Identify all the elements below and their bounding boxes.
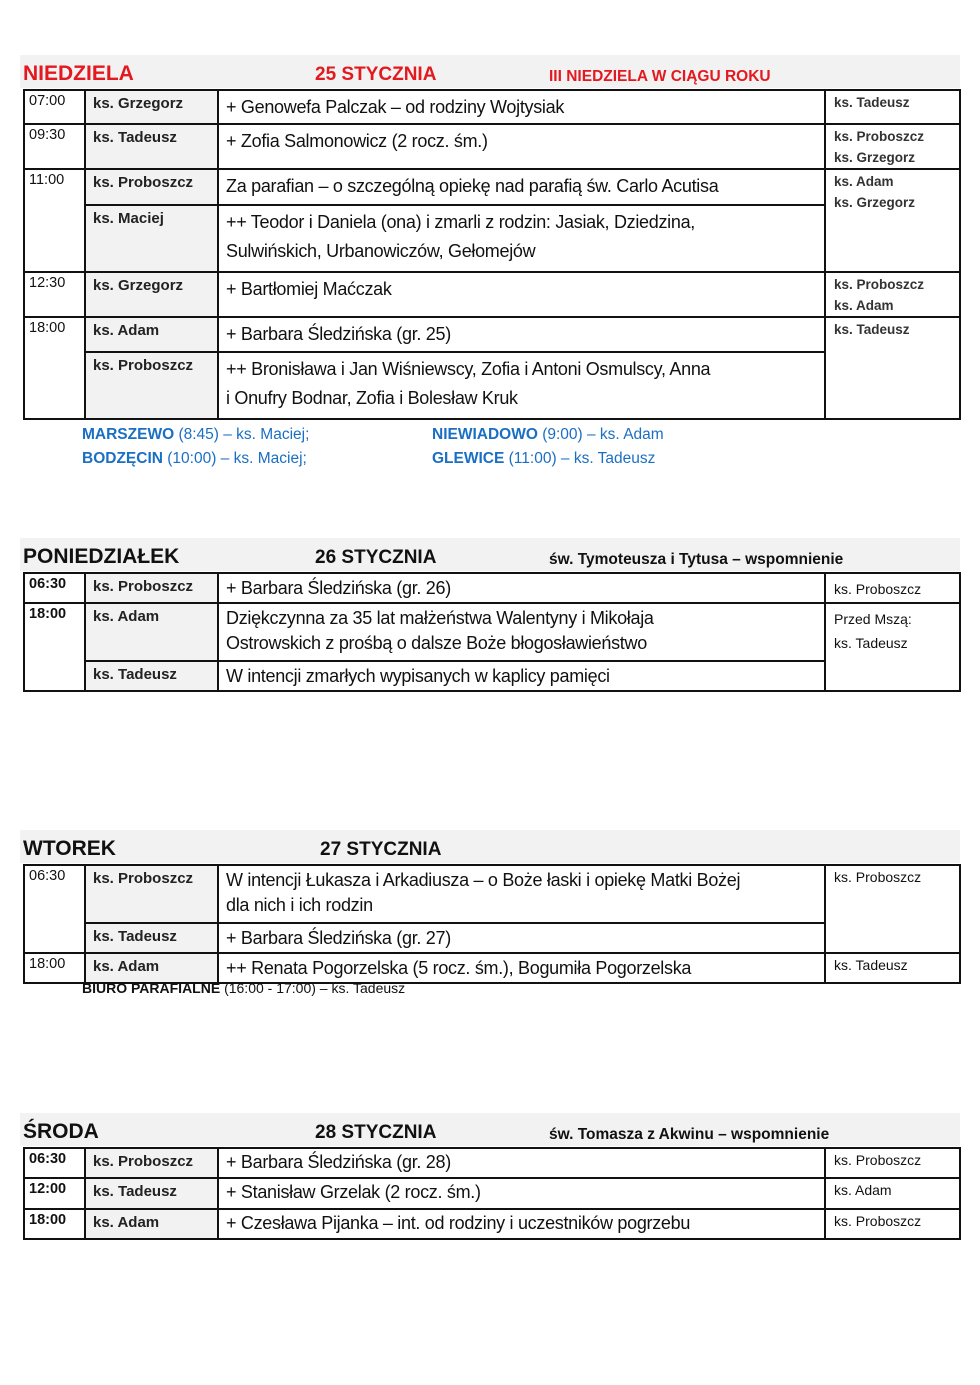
mass-intention — [218, 1178, 825, 1209]
mass-row — [24, 865, 960, 923]
day-header — [20, 538, 960, 571]
mass-intention — [218, 352, 825, 419]
intention-line: + Barbara Śledzińska (gr. 27) — [226, 928, 451, 948]
mass-row — [24, 603, 960, 661]
chapel-mass-note — [82, 450, 307, 468]
day-name: ŚRODA — [23, 1120, 99, 1143]
office-hours: (16:00 - 17:00) – ks. Tadeusz — [220, 980, 406, 996]
celebrant-priest: ks. Proboszcz — [85, 1148, 218, 1178]
mass-time: 06:30 — [24, 865, 85, 953]
confessor-priests — [825, 603, 960, 691]
confessor-priests — [825, 953, 960, 983]
celebrant-priest: ks. Proboszcz — [85, 573, 218, 603]
celebrant-priest: ks. Grzegorz — [85, 90, 218, 124]
confessor-name: ks. Adam — [834, 1182, 892, 1198]
chapel-name: NIEWIADOWO — [432, 426, 538, 443]
mass-intention — [218, 205, 825, 272]
intention-line: + Barbara Śledzińska (gr. 26) — [226, 578, 451, 598]
mass-row — [24, 1148, 960, 1178]
day-date: 28 STYCZNIA — [315, 1122, 437, 1143]
mass-time: 18:00 — [24, 603, 85, 691]
chapel-mass-note — [432, 426, 664, 444]
day-name: PONIEDZIAŁEK — [23, 545, 180, 568]
confessor-priests — [825, 317, 960, 419]
confessor-name: ks. Tadeusz — [834, 95, 910, 110]
intention-line: + Genowefa Palczak – od rodziny Wojtysiak — [226, 97, 565, 117]
intention-line: + Czesława Pijanka – int. od rodziny i uczestników pogrzebu — [226, 1213, 691, 1233]
intention-line: dla nich i ich rodzin — [226, 895, 373, 915]
celebrant-priest: ks. Maciej — [85, 205, 218, 272]
mass-intention — [218, 272, 825, 317]
mass-schedule-table — [23, 572, 961, 692]
celebrant-priest: ks. Tadeusz — [85, 124, 218, 169]
mass-row — [24, 317, 960, 352]
mass-intention — [218, 603, 825, 661]
intention-line: W intencji Łukasza i Arkadiusza – o Boże łaski i opiekę Matki Bożej — [226, 870, 741, 890]
confessor-priests — [825, 169, 960, 272]
intention-line: ++ Bronisława i Jan Wiśniewscy, Zofia i Antoni Osmulscy, Anna — [226, 359, 711, 379]
celebrant-priest: ks. Adam — [85, 1209, 218, 1239]
intention-line: + Stanisław Grzelak (2 rocz. śm.) — [226, 1182, 481, 1202]
intention-line: Ostrowskich z prośbą o dalsze Boże błogosławieństwo — [226, 633, 647, 653]
confessor-priests — [825, 865, 960, 953]
confessor-name: ks. Proboszcz — [834, 581, 922, 597]
day-date: 27 STYCZNIA — [320, 839, 442, 860]
day-name: NIEDZIELA — [23, 62, 134, 85]
mass-intention — [218, 953, 825, 983]
confessor-name: Przed Mszą: — [834, 611, 912, 627]
mass-time: 12:00 — [24, 1178, 85, 1209]
liturgical-feast: św. Tomasza z Akwinu – wspomnienie — [549, 1126, 830, 1143]
mass-intention — [218, 661, 825, 691]
mass-time: 18:00 — [24, 1209, 85, 1239]
confessor-priests — [825, 1148, 960, 1178]
confessor-priests — [825, 124, 960, 169]
mass-intention — [218, 573, 825, 603]
confessor-name: ks. Proboszcz — [834, 1213, 922, 1229]
confessor-name: ks. Grzegorz — [834, 150, 916, 165]
mass-row — [24, 205, 960, 272]
confessor-name: ks. Tadeusz — [834, 322, 910, 337]
mass-row — [24, 953, 960, 983]
celebrant-priest: ks. Proboszcz — [85, 169, 218, 205]
celebrant-priest: ks. Adam — [85, 603, 218, 661]
intention-line: i Onufry Bodnar, Zofia i Bolesław Kruk — [226, 388, 518, 408]
day-header — [20, 55, 960, 88]
confessor-name: ks. Adam — [834, 174, 894, 189]
intention-line: + Barbara Śledzińska (gr. 28) — [226, 1152, 451, 1172]
confessor-name: ks. Proboszcz — [834, 277, 925, 292]
confessor-name: ks. Tadeusz — [834, 957, 908, 973]
mass-row — [24, 124, 960, 169]
mass-row — [24, 661, 960, 691]
day-header — [20, 1113, 960, 1146]
mass-time: 07:00 — [24, 90, 85, 124]
celebrant-priest: ks. Adam — [85, 953, 218, 983]
mass-row — [24, 90, 960, 124]
office-label: BIURO PARAFIALNE — [82, 980, 221, 996]
confessor-priests — [825, 1209, 960, 1239]
celebrant-priest: ks. Grzegorz — [85, 272, 218, 317]
mass-intention — [218, 124, 825, 169]
confessor-name: ks. Proboszcz — [834, 1152, 922, 1168]
liturgical-feast: św. Tymoteusza i Tytusa – wspomnienie — [549, 551, 844, 568]
mass-time: 06:30 — [24, 573, 85, 603]
intention-line: Sulwińskich, Urbanowiczów, Gełomejów — [226, 241, 536, 261]
celebrant-priest: ks. Tadeusz — [85, 923, 218, 953]
mass-time: 18:00 — [24, 953, 85, 983]
celebrant-priest: ks. Tadeusz — [85, 1178, 218, 1209]
mass-intention — [218, 90, 825, 124]
confessor-priests — [825, 573, 960, 603]
intention-line: W intencji zmarłych wypisanych w kaplicy pamięci — [226, 666, 610, 686]
day-date: 25 STYCZNIA — [315, 64, 437, 85]
celebrant-priest: ks. Proboszcz — [85, 352, 218, 419]
day-header — [20, 830, 960, 863]
intention-line: ++ Teodor i Daniela (ona) i zmarli z rodzin: Jasiak, Dziedzina, — [226, 212, 695, 232]
celebrant-priest: ks. Proboszcz — [85, 865, 218, 923]
liturgical-feast: III NIEDZIELA W CIĄGU ROKU — [549, 68, 771, 85]
mass-row — [24, 272, 960, 317]
mass-time: 06:30 — [24, 1148, 85, 1178]
mass-intention — [218, 1209, 825, 1239]
mass-time: 18:00 — [24, 317, 85, 419]
mass-time: 11:00 — [24, 169, 85, 272]
mass-row — [24, 352, 960, 419]
intention-line: + Bartłomiej Maćczak — [226, 279, 392, 299]
mass-intention — [218, 169, 825, 205]
chapel-name: GLEWICE — [432, 450, 505, 467]
chapel-name: BODZĘCIN — [82, 450, 163, 467]
mass-intention — [218, 865, 825, 923]
chapel-details: (8:45) – ks. Maciej; — [174, 426, 310, 443]
mass-row — [24, 1209, 960, 1239]
chapel-mass-note — [432, 450, 655, 468]
mass-time: 09:30 — [24, 124, 85, 169]
intention-line: + Barbara Śledzińska (gr. 25) — [226, 324, 451, 344]
confessor-name: ks. Tadeusz — [834, 635, 908, 651]
intention-line: Za parafian – o szczególną opiekę nad parafią św. Carlo Acutisa — [226, 176, 719, 196]
mass-intention — [218, 1148, 825, 1178]
mass-time: 12:30 — [24, 272, 85, 317]
mass-row — [24, 573, 960, 603]
mass-intention — [218, 923, 825, 953]
confessor-name: ks. Grzegorz — [834, 195, 916, 210]
mass-schedule-table — [23, 1147, 961, 1240]
chapel-details: (11:00) – ks. Tadeusz — [504, 450, 656, 467]
confessor-name: ks. Proboszcz — [834, 869, 922, 885]
chapel-details: (10:00) – ks. Maciej; — [162, 450, 307, 467]
mass-row — [24, 923, 960, 953]
chapel-name: MARSZEWO — [82, 426, 175, 443]
chapel-details: (9:00) – ks. Adam — [537, 426, 664, 443]
mass-schedule-table — [23, 89, 961, 420]
confessor-priests — [825, 272, 960, 317]
mass-intention — [218, 317, 825, 352]
mass-row — [24, 1178, 960, 1209]
day-date: 26 STYCZNIA — [315, 547, 437, 568]
mass-schedule-table — [23, 864, 961, 984]
intention-line: Dziękczynna za 35 lat małżeństwa Walentyny i Mikołaja — [226, 608, 654, 628]
day-name: WTOREK — [23, 837, 116, 860]
chapel-mass-note — [82, 426, 309, 444]
parish-office-note — [82, 980, 405, 996]
confessor-name: ks. Proboszcz — [834, 129, 925, 144]
confessor-name: ks. Adam — [834, 298, 894, 313]
intention-line: + Zofia Salmonowicz (2 rocz. śm.) — [226, 131, 488, 151]
celebrant-priest: ks. Tadeusz — [85, 661, 218, 691]
intention-line: ++ Renata Pogorzelska (5 rocz. śm.), Bogumiła Pogorzelska — [226, 958, 692, 978]
confessor-priests — [825, 90, 960, 124]
celebrant-priest: ks. Adam — [85, 317, 218, 352]
mass-row — [24, 169, 960, 205]
confessor-priests — [825, 1178, 960, 1209]
